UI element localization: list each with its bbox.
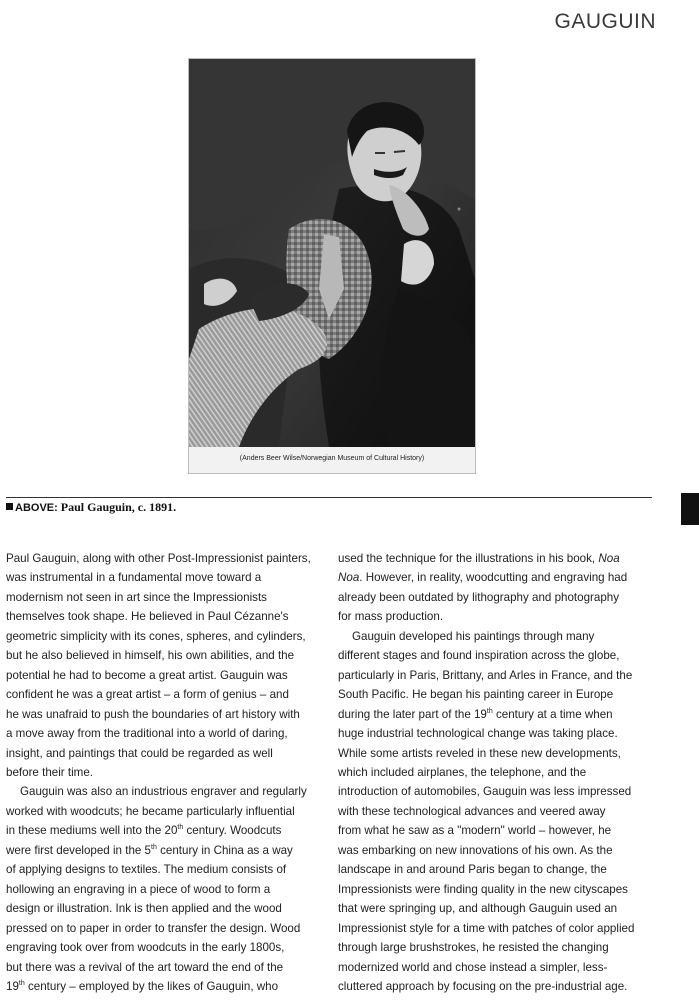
body-t: from what he saw as a "modern" world – however, he: [338, 824, 612, 838]
body-pre: were first developed in the 5: [6, 843, 152, 857]
body-sup: th: [177, 824, 184, 832]
body-line: [338, 802, 650, 821]
body-post: century in China as a way: [156, 843, 293, 857]
body-t: worked with woodcuts; he became particularly influential: [6, 804, 295, 818]
body-line: [6, 958, 316, 977]
body-pre: in these mediums well into the 20: [6, 824, 178, 838]
body-line: [6, 646, 316, 665]
body-line: [6, 568, 316, 587]
body-line: [6, 821, 316, 840]
body-line: [6, 860, 316, 879]
body-post: . However, in reality, woodcutting and engraving had: [359, 571, 628, 585]
body-t: landscape in and around Paris began to change, the: [338, 863, 607, 877]
body-t: for mass production.: [338, 610, 444, 624]
body-pre: used the technique for the illustrations in his book,: [338, 552, 599, 565]
body-t: was embarking on new innovations of his own. As the: [338, 843, 613, 857]
body-line: [6, 724, 316, 743]
figure-caption: [6, 500, 176, 515]
body-t: potential he had to become a great artist. Gauguin was: [6, 668, 288, 682]
body-line: [6, 977, 316, 996]
body-line: [338, 899, 650, 918]
body-line: [6, 763, 316, 782]
body-t: geometric simplicity with its cones, spheres, and cylinders,: [6, 629, 306, 643]
caption-label: ABOVE:: [15, 502, 58, 514]
body-line: [338, 588, 650, 607]
chapter-tab: [681, 493, 699, 525]
body-line: [338, 958, 650, 977]
figure: [188, 58, 476, 474]
body-line: [338, 919, 650, 938]
body-t: Impressionist style for a time with patches of color applied: [338, 921, 635, 935]
body-line: [6, 802, 316, 821]
body-sup: th: [151, 843, 157, 851]
body-line: [338, 744, 650, 763]
body-t: cluttered approach by focusing on the pre-industrial age.: [338, 979, 628, 993]
body-t: engraving took over from woodcuts in the early 1800s,: [6, 941, 285, 955]
body-line: [6, 705, 316, 724]
body-t: design or illustration. Ink is then applied and the wood: [6, 902, 282, 916]
body-line: [338, 666, 650, 685]
body-t: of applying designs to textiles. The medium consists of: [6, 863, 287, 877]
body-t: insight, and paintings that could be regarded as well: [6, 746, 273, 760]
body-t: introduction of automobiles, Gauguin was less impressed: [338, 785, 632, 799]
body-line: [338, 763, 650, 782]
body-t: but he also believed in himself, his own abilities, and the: [6, 649, 295, 663]
body-line: [338, 977, 650, 996]
body-line: [338, 782, 650, 801]
portrait-photo: [189, 59, 475, 447]
body-sup: th: [486, 707, 493, 715]
body-line: [338, 607, 650, 626]
divider-rule: [6, 497, 652, 498]
body-t: particularly in Paris, Brittany, and Arles in France, and the: [338, 668, 633, 682]
body-t: that were springing up, and although Gauguin used an: [338, 902, 618, 916]
caption-text: Paul Gauguin, c. 1891.: [60, 500, 177, 514]
body-t: with these technological advances and veered away: [338, 804, 606, 818]
body-em2: Noa: [338, 571, 360, 585]
body-line: [6, 841, 316, 860]
body-t: modernized world and chose instead a simpler, less-: [338, 960, 608, 974]
body-line: [6, 782, 316, 801]
body-column-left: [6, 549, 316, 996]
body-t: confident he was a great artist – a form of genius – and: [6, 688, 289, 702]
body-column-right: [338, 549, 650, 996]
body-t: different stages and found inspiration across the globe,: [338, 649, 620, 663]
body-line: [338, 685, 650, 704]
page-title: GAUGUIN: [554, 10, 656, 33]
body-post: century at a time when: [492, 707, 613, 721]
body-line: [338, 860, 650, 879]
body-t: before their time.: [6, 765, 93, 779]
body-line: [6, 919, 316, 938]
body-line: [338, 646, 650, 665]
body-line: [6, 685, 316, 704]
body-line: [6, 627, 316, 646]
body-t: Paul Gauguin, along with other Post-Impressionist painters,: [6, 552, 311, 565]
body-t: through large brushstrokes, he resisted the changing: [338, 941, 609, 955]
body-t: but there was a revival of the art toward the end of the: [6, 960, 284, 974]
body-t: was instrumental in a fundamental move toward a: [6, 571, 262, 585]
body-line: [6, 588, 316, 607]
body-t: South Pacific. He began his painting career in Europe: [338, 688, 614, 702]
body-line: [338, 568, 650, 587]
photo-credit: (Anders Beer Wilse/Norwegian Museum of Cultural History): [239, 455, 425, 462]
body-t: While some artists reveled in these new developments,: [338, 746, 621, 760]
body-t: Gauguin developed his paintings through many: [352, 629, 595, 643]
body-t: a move away from the traditional into a world of daring,: [6, 727, 288, 741]
bullet-square-icon: [6, 503, 13, 510]
body-line: [6, 666, 316, 685]
body-sup: th: [18, 980, 25, 988]
body-t: already been outdated by lithography and photography: [338, 590, 620, 604]
body-post: century. Woodcuts: [183, 824, 282, 838]
body-t: pressed on to paper in order to transfer the design. Wood: [6, 921, 301, 935]
body-pre: during the later part of the 19: [338, 707, 487, 721]
body-line: [6, 938, 316, 957]
body-pre: 19: [6, 979, 19, 993]
body-t: Gauguin was also an industrious engraver and regularly: [20, 785, 307, 799]
body-t: hollowing an engraving in a piece of wood to form a: [6, 882, 271, 896]
body-line: [338, 821, 650, 840]
body-line: [338, 724, 650, 743]
body-t: which included airplanes, the telephone, and the: [338, 765, 587, 779]
body-line: [6, 549, 316, 568]
body-t: he was unafraid to push the boundaries of art history with: [6, 707, 300, 721]
body-line: [6, 899, 316, 918]
body-line: [338, 549, 650, 568]
body-post: century – employed by the likes of Gauguin, who: [24, 979, 279, 993]
body-line: [338, 705, 650, 724]
body-line: [6, 880, 316, 899]
body-t: huge industrial technological change was taking place.: [338, 727, 618, 741]
body-line: [6, 744, 316, 763]
body-t: themselves took shape. He believed in Paul Cézanne's: [6, 610, 289, 624]
body-t: modernism not seen in art since the Impressionists: [6, 590, 267, 604]
body-line: [338, 841, 650, 860]
body-line: [338, 627, 650, 646]
body-line: [338, 880, 650, 899]
body-em: Noa: [598, 552, 620, 565]
body-line: [6, 607, 316, 626]
body-t: Impressionists were finding quality in the new cityscapes: [338, 882, 628, 896]
body-line: [338, 938, 650, 957]
